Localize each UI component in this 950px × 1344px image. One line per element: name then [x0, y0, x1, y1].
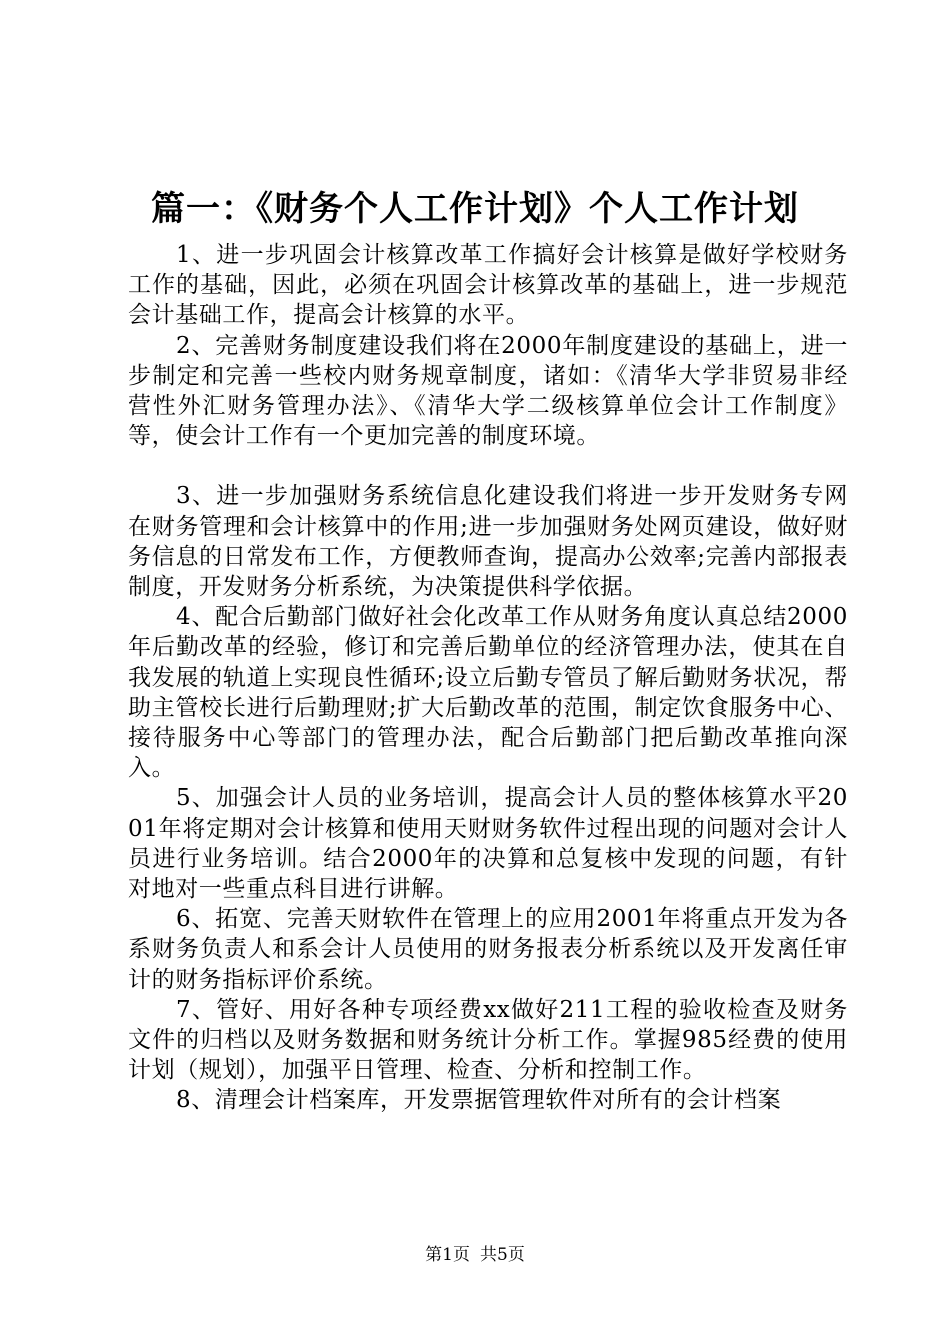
paragraph-5: 5、加强会计人员的业务培训，提高会计人员的整体核算水平2001年将定期对会计核算和使用天财财务软件过程出现的问题对会计人员进行业务培训。结合2000年的决算和总复核中发现的问题，有针对地对一些重点科目进行讲解。: [128, 785, 848, 903]
page-total: 共5页: [480, 1245, 525, 1265]
paragraph-3: 3、进一步加强财务系统信息化建设我们将进一步开发财务专网在财务管理和会计核算中的作用;进一步加强财务处网页建设，做好财务信息的日常发布工作，方便教师查询，提高办公效率;完善内部报表制度，开发财务分析系统，为决策提供科学依据。: [128, 483, 848, 601]
page-footer: [0, 1244, 950, 1266]
page-number: 第1页: [425, 1245, 470, 1265]
paragraph-4: 4、配合后勤部门做好社会化改革工作从财务角度认真总结2000年后勤改革的经验，修订和完善后勤单位的经济管理办法，使其在自我发展的轨道上实现良性循环;设立后勤专管员了解后勤财务状况，帮助主管校长进行后勤理财;扩大后勤改革的范围，制定饮食服务中心、接待服务中心等部门的管理办法，配合后勤部门把后勤改革推向深入。: [128, 604, 848, 782]
paragraph-6: 6、拓宽、完善天财软件在管理上的应用2001年将重点开发为各系财务负责人和系会计人员使用的财务报表分析系统以及开发离任审计的财务指标评价系统。: [128, 906, 848, 993]
paragraph-8: 8、清理会计档案库，开发票据管理软件对所有的会计档案: [176, 1087, 782, 1114]
paragraph-2: 2、完善财务制度建设我们将在2000年制度建设的基础上，进一步制定和完善一些校内财务规章制度，诸如：《清华大学非贸易非经营性外汇财务管理办法》、《清华大学二级核算单位会计工作制度》等，使会计工作有一个更加完善的制度环境。: [128, 332, 848, 450]
document-title: 篇一：《财务个人工作计划》个人工作计划: [151, 189, 799, 229]
paragraph-7: 7、管好、用好各种专项经费xx做好211工程的验收检查及财务文件的归档以及财务数据和财务统计分析工作。掌握985经费的使用计划（规划），加强平日管理、检查、分析和控制工作。: [128, 996, 848, 1084]
paragraph-1: 1、进一步巩固会计核算改革工作搞好会计核算是做好学校财务工作的基础，因此，必须在巩固会计核算改革的基础上，进一步规范会计基础工作，提高会计核算的水平。: [128, 242, 848, 329]
document-body: [128, 240, 848, 1116]
